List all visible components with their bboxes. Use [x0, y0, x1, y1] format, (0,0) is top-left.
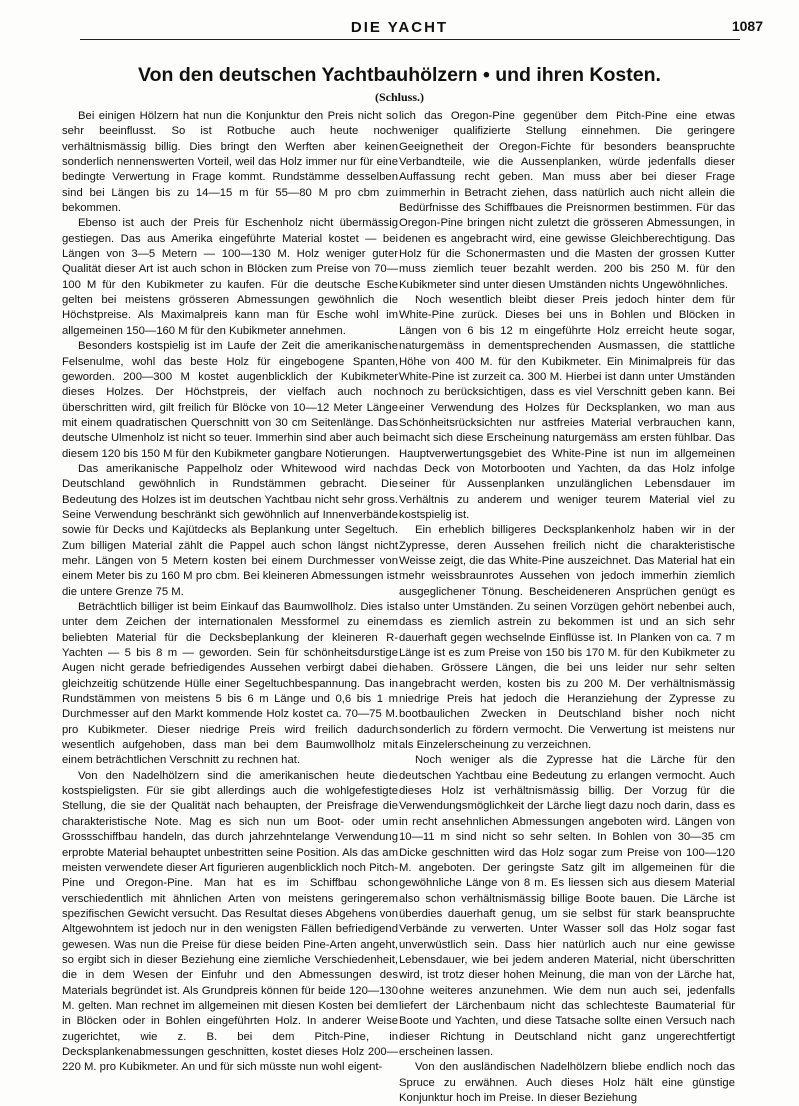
paragraph: Ein erheblich billigeres Decksplankenholz haben wir in der Zypresse, deren Aussehen freilich nicht die charakteristische Weisse zeigt, die das White-Pine auszeichnet. Das Material hat ein mehr weissbraunrotes Aussehen von jedoch immerhin ziemlich ausgeglichener Tönung. Bescheideneren Ansprüchen genügt es also unter Umständen. Zu seinen Vorzügen gehört nebenbei auch, dass es ziemlich astrein zu bekommen ist und an sich sehr dauerhaft gegen wechselnde Einflüsse ist. In Planken von ca. 7 m Länge ist es zum Preise von 150 bis 170 M. für den Kubikmeter zu haben. Grössere Längen, die bei uns leider nur sehr selten angebracht werden, kosten bis zu 200 M. Der verhältnismässig niedrige Preis hat jedoch die Heranziehung der Zypresse zu bootbaulichen Zwecken in Deutschland bisher noch nicht sonderlich zu fördern vermocht. Die Verwertung ist meistens nur als Einzelerscheinung zu verzeichnen. [399, 524, 735, 752]
article-title: Von den deutschen Yachtbauhölzern • und ihren Kosten. [138, 64, 661, 86]
paragraph: Noch weniger als die Zypresse hat die Lärche für den deutschen Yachtbau eine Bedeutung zu erlangen vermocht. Auch dieses Holz ist verhältnismässig billig. Der Vorzug für die Verwendungsmöglichkeit der Lärche liegt dazu noch darin, dass es in recht ansehnlichen Abmessungen angeboten wird. Längen von 10—11 m sind nicht so sehr selten. In Bohlen von 30—35 cm Dicke geschnitten wird das Holz sogar zum Preise von 100—120 M. angeboten. Der geringste Satz gilt im allgemeinen für die gewöhnliche Länge von 8 m. Es liessen sich aus diesem Material also schon verhältnismässig billige Boote bauen. Die Lärche ist überdies dauerhaft genug, um sie selbst für stark beanspruchte Verbände zu verwerten. Unter Wasser soll das Holz sogar fast unverwüstlich sein. Dass hier natürlich auch nur eine gewisse Lebensdauer, wie bei jedem anderen Material, nicht überschritten wird, ist trotz dieser hohen Meinung, die man von der Lärche hat, ohne weiteres anzunehmen. Wie dem nun auch sei, jedenfalls liefert der Lärchenbaum nicht das schlechteste Baumaterial für Boote und Yachten, und diese Tatsache sollte einen Versuch nach dieser Richtung in Deutschland nicht ganz ungerechtfertigt erscheinen lassen. [399, 754, 735, 1058]
paragraph: Noch wesentlich bleibt dieser Preis jedoch hinter dem für White-Pine zurück. Dieses bei uns in Bohlen und Blöcken in Längen von 6 bis 12 m eingeführte Holz erreicht heute sogar, naturgemäss in dementsprechenden Ausmassen, die stattliche Höhe von 400 M. für den Kubikmeter. Ein Minimalpreis für das White-Pine ist zurzeit ca. 300 M. Hierbei ist dann unter Umständen noch zu berücksichtigen, dass es viel Verschnitt geben kann. Bei einer Verwendung des Holzes für Decksplanken, wo man aus Schönheitsrücksichten nur astfreies Material verbrauchen kann, macht sich diese Erscheinung naturgemäss am ersten fühlbar. Das Hauptverwertungsgebiet des White-Pine ist nun im allgemeinen das Deck von Motorbooten und Yachten, da das Holz infolge seiner für Aussenplanken unzulänglichen Lebensdauer im Verhältnis zu anderem und weniger teurem Material viel zu kostspielig ist. [399, 294, 735, 521]
paragraph: Das amerikanische Pappelholz oder Whitewood wird nach Deutschland gewöhnlich in Rundstämmen gebracht. Die Bedeutung des Holzes ist im deutschen Yachtbau nicht sehr gross. Seine Verwendung beschränkt sich gewöhnlich auf Innenverbände sowie für Decks und Kajütdecks als Beplankung unter Segeltuch. Zum billigen Material zählt die Pappel auch schon längst nicht mehr. Längen von 5 Metern kosten bei einem Durchmesser von einem Meter bis zu 160 M pro cbm. Bei kleineren Abmessungen ist die untere Grenze 75 M. [62, 462, 398, 598]
paragraph: Besonders kostspielig ist im Laufe der Zeit die amerikanische Felsenulme, wohl das beste Holz für eingebogene Spanten, geworden. 200—300 M kostet augenblicklich der Kubikmeter dieses Holzes. Der Höchstpreis, der vielfach auch noch überschritten wird, gilt freilich für Blöcke von 10—12 Meter Länge mit einem quadratischen Querschnitt von 30 cm Seitenlänge. Das deutsche Ulmenholz ist nicht so teuer. Immerhin sind aber auch bei diesem 120 bis 150 M für den Kubikmeter gangbare Notierungen. [62, 340, 398, 460]
paragraph-continued: lich das Oregon-Pine gegenüber dem Pitch-Pine eine etwas weniger qualifizierte Stellung einnehmen. Die geringere Geeignetheit der Oregon-Fichte für besonders beanspruchte Verbandteile, wie die Aussenplanken, würde jedenfalls dieser Auffassung recht geben. Man muss aber bei dieser Frage immerhin in Betracht ziehen, dass natürlich auch nicht allein die Bedürfnisse des Schiffbaues die Preisnormen bestimmen. Für das Oregon-Pine bringen nicht zuletzt die grösseren Abmessungen, in denen es angebracht wird, eine gewisse Gleichberechtigung. Das Holz für die Schonermasten und die Masten der grossen Kutter muss ziemlich teuer bezahlt werden. 200 bis 250 M. für den Kubikmeter sind unter diesen Umständen nichts Ungewöhnliches. [399, 110, 735, 291]
paragraph: Von den Nadelhölzern sind die amerikanischen heute die kostspieligsten. Für sie gibt allerdings auch die wohlgefestigte Stellung, die sie der Qualität nach behaupten, der Preisfrage die charakteristische Note. Mag es sich nun um Boot- oder um Grossschiffbau handeln, das durch jahrzehntelange Verwendung erprobte Material behauptet unbestritten seine Position. Als das am meisten verwendete dieser Art figurieren augenblicklich noch Pitch-Pine und Oregon-Pine. Man hat es im Schiffbau schon verschiedentlich mit ähnlichen Arten von meistens geringerem spezifischen Gewicht versucht. Das Resultat dieses Abgehens von Altgewohntem ist jedoch nur in den wenigsten Fällen befriedigend gewesen. Was nun die Preise für diese beiden Pine-Arten angeht, so ergibt sich in dieser Beziehung eine ziemliche Verschiedenheit, die in dem Wesen der Einfuhr und den Abmessungen des Materials begründet ist. Als Grundpreis können für beide 120—130 M. gelten. Man rechnet im allgemeinen mit diesen Kosten bei dem in Blöcken oder in Bohlen eingeführten Holz. In anderer Weise zugerichtet, wie z. B. bei dem Pitch-Pine, in Decksplankenabmessungen geschnitten, kostet dieses Holz 200—220 M. pro Kubikmeter. An und für sich müsste nun wohl eigent- [62, 769, 398, 1074]
left-column [62, 109, 398, 1084]
paragraph: Ebenso ist auch der Preis für Eschenholz nicht übermässig gestiegen. Das aus Amerika eingeführte Material kostet — bei Längen von 3—5 Metern — 100—130 M. Holz weniger guter Qualität dieser Art ist auch schon in Blöcken zum Preise von 70—100 M für den Kubikmeter zu kaufen. Für die deutsche Esche gelten bei meistens grösseren Abmessungen gewöhnlich die Höchstpreise. Als Maximalpreis kann man für Esche wohl im allgemeinen 150—160 M für den Kubikmeter annehmen. [62, 217, 398, 337]
paragraph: Beträchtlich billiger ist beim Einkauf das Baumwollholz. Dies ist unter dem Zeichen der internationalen Messformel zu einem beliebten Material für die Decksbeplankung der kleineren R-Yachten — 5 bis 8 m — geworden. Sein für schönheitsdurstige Augen nicht gerade befriedigendes Aussehen verbirgt dabei die gleichzeitig schützende Hülle einer Segeltuchbespannung. Das in Rundstämmen von meistens 5 bis 6 m Länge und 0,6 bis 1 m Durchmesser auf den Markt kommende Holz kostet ca. 70—75 M. pro Kubikmeter. Dieser niedrige Preis wird freilich dadurch wesentlich aufgehoben, dass man bei dem Baumwollholz mit einem beträchtlichen Verschnitt zu rechnen hat. [62, 601, 398, 767]
right-column [399, 109, 735, 1104]
running-head [0, 16, 799, 38]
paragraph: Bei einigen Hölzern hat nun die Konjunktur den Preis nicht so sehr beeinflusst. So ist Rotbuche auch heute noch verhältnismässig billig. Dies bringt den Werften aber keinen sonderlich nennenswerten Vorteil, weil das Holz immer nur für eine bedingte Verwertung in Frage kommt. Rundstämme desselben sind bei Längen bis zu 14—15 m für 55—80 M pro cbm zu bekommen. [62, 110, 398, 215]
page-number: 1087 [731, 18, 763, 34]
header-rule [80, 39, 740, 40]
paragraph: Von den ausländischen Nadelhölzern bliebe endlich noch das Spruce zu erwähnen. Auch dieses Holz hält eine günstige Konjunktur hoch im Preise. In dieser Beziehung [399, 1061, 735, 1104]
journal-name: DIE YACHT [350, 19, 449, 36]
article-subtitle: (Schluss.) [374, 90, 424, 104]
